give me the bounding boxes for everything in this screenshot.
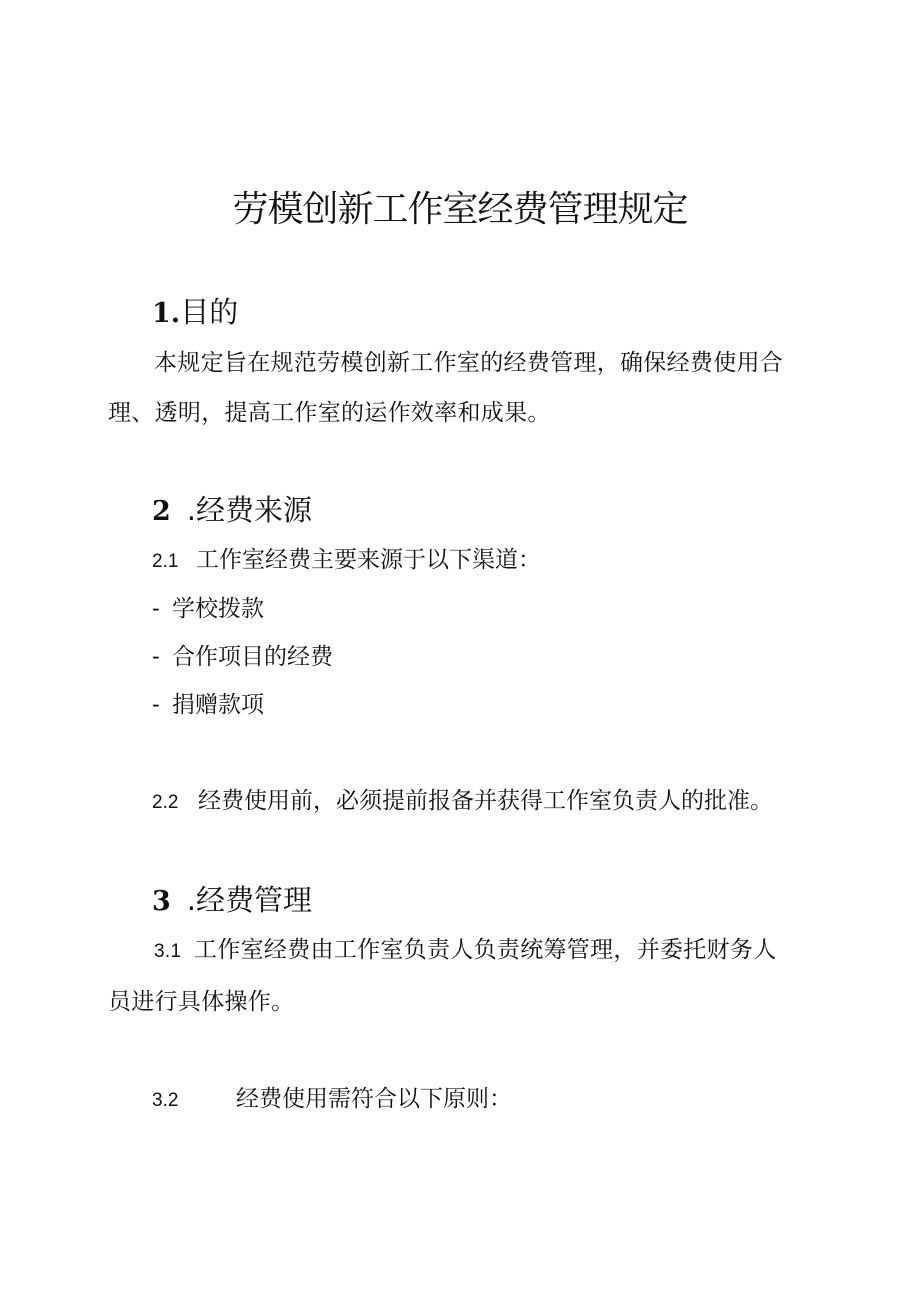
bullet-item: [152, 593, 264, 624]
section-3-title: .经费管理: [186, 883, 313, 917]
bullet-text: 捐赠款项: [172, 692, 264, 718]
item-3-2-text: 经费使用需符合以下原则：: [236, 1086, 512, 1112]
section-3-heading: [152, 880, 312, 922]
section-2-title: .经费来源: [186, 493, 313, 527]
bullet-marker: -: [152, 691, 160, 717]
item-2-2-text: 经费使用前，必须提前报备并获得工作室负责人的批准。: [198, 788, 773, 814]
item-3-1-number: 3.1: [154, 941, 182, 962]
section-1-title: 目的: [180, 295, 239, 329]
bullet-text: 学校拨款: [172, 596, 264, 622]
item-3-2-number: 3.2: [152, 1090, 179, 1111]
bullet-item: [152, 689, 264, 720]
item-2-1-text: 工作室经费主要来源于以下渠道：: [196, 547, 541, 573]
section-3-number: 3: [152, 886, 171, 917]
item-2-2-number: 2.2: [152, 792, 179, 813]
section-1-heading: [152, 292, 238, 334]
item-3-1-text: 工作室经费由工作室负责人负责统筹管理，并委托财务人员进行具体操作。: [108, 937, 777, 1015]
item-2-2: [152, 786, 773, 818]
section-2-number: 2: [152, 496, 171, 527]
item-3-1: [108, 925, 798, 1027]
item-2-1: [152, 545, 541, 577]
item-3-2: [152, 1084, 512, 1116]
document-title: 劳模创新工作室经费管理规定: [232, 189, 688, 230]
bullet-marker: -: [152, 643, 160, 669]
section-1-paragraph: 本规定旨在规范劳模创新工作室的经费管理，确保经费使用合理、透明，提高工作室的运作效率和成果。: [108, 350, 784, 426]
item-2-1-number: 2.1: [152, 551, 179, 572]
bullet-text: 合作项目的经费: [172, 644, 333, 670]
bullet-marker: -: [152, 595, 160, 621]
section-1-number: 1.: [152, 298, 181, 329]
section-2-heading: [152, 490, 312, 532]
bullet-item: [152, 641, 333, 672]
